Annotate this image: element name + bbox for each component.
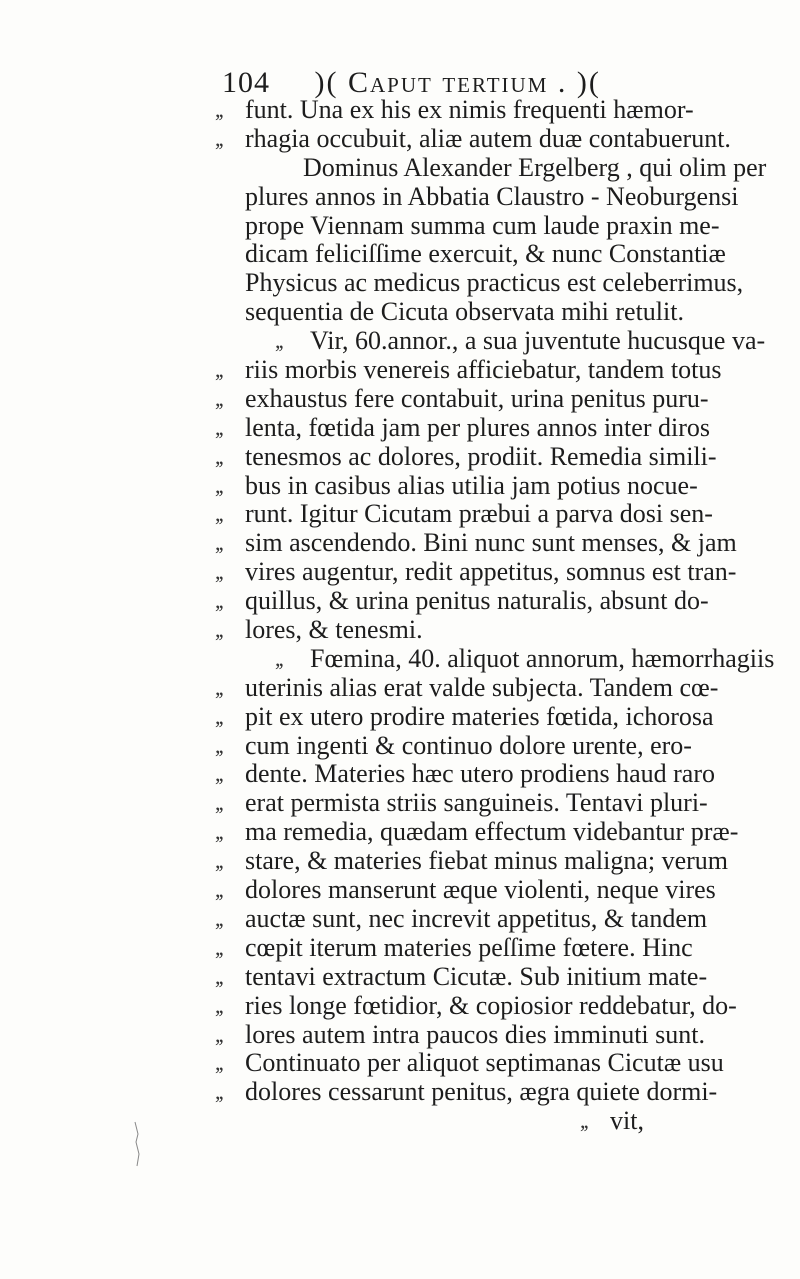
quote-mark: ,, [215,414,222,440]
text-line [215,905,775,934]
text-line [215,876,775,905]
text-line [215,443,775,472]
quote-mark: ,, [215,992,222,1018]
text-line [215,472,775,501]
line-text: lores autem intra paucos dies imminuti sunt. [245,1019,705,1049]
text-line [215,703,775,732]
quote-mark: ,, [580,1108,587,1134]
text-line [215,96,775,125]
quote-mark: ,, [215,877,222,903]
quote-mark: ,, [215,1021,222,1047]
line-text: Vir, 60.annor., a sua juventute hucusque va- [310,326,766,356]
body-text [215,96,775,1136]
quote-mark: ,, [215,703,222,729]
line-text: tentavi extractum Cicutæ. Sub initium mate- [245,961,708,991]
text-line [215,645,775,674]
quote-mark: ,, [215,385,222,411]
line-text: Physicus ac medicus practicus est celeberrimus, [245,268,744,298]
text-line [215,269,775,298]
line-text: ma remedia, quædam effectum videbantur præ- [245,817,739,847]
line-text: ries longe fœtidior, & copiosior reddebatur, do- [245,990,737,1020]
text-line [215,760,775,789]
text-line [215,587,775,616]
line-text: cum ingenti & continuo dolore urente, ero- [245,730,692,760]
text-line [215,818,775,847]
line-text: cœpit iterum materies peſſime fœtere. Hinc [245,932,693,962]
line-text: pit ex utero prodire materies fœtida, ichorosa [245,701,714,731]
line-text: sequentia de Cicuta observata mihi retulit. [245,297,684,327]
line-text: vires augentur, redit appetitus, somnus est tran- [245,557,737,587]
line-text: Fœmina, 40. aliquot annorum, hæmorrhagiis [310,643,775,673]
quote-mark: ,, [215,934,222,960]
quote-mark: ,, [215,501,222,527]
line-text: funt. Una ex his ex nimis frequenti hæmor- [245,95,694,124]
quote-mark: ,, [215,1079,222,1105]
text-line [215,732,775,761]
line-text: lenta, fœtida jam per plures annos inter diros [245,412,710,442]
quote-mark: ,, [215,97,222,122]
line-text: lores, & tenesmi. [245,615,423,645]
line-text: uterinis alias erat valde subjecta. Tandem cœ- [245,672,719,702]
line-text: plures annos in Abbatia Claustro - Neoburgensi [245,181,739,211]
quote-mark: ,, [275,328,282,354]
catchword-line [215,1107,775,1136]
quote-mark: ,, [215,443,222,469]
text-line [215,298,775,327]
line-text: prope Viennam summa cum laude praxin me- [245,210,720,240]
running-title: )( Caput tertium . )( [314,66,601,99]
text-line [215,963,775,992]
quote-mark: ,, [215,848,222,874]
line-text: riis morbis venereis afficiebatur, tandem totus [245,355,722,385]
text-line [215,1078,775,1107]
text-line [215,558,775,587]
text-line [215,674,775,703]
quote-mark: ,, [215,905,222,931]
quote-mark: ,, [215,819,222,845]
quote-mark: ,, [215,1050,222,1076]
text-line [215,616,775,645]
quote-mark: ,, [215,761,222,787]
page-number: 104 [222,66,270,99]
quote-mark: ,, [215,559,222,585]
text-line [215,125,775,154]
line-text: stare, & materies fiebat minus maligna; verum [245,846,729,876]
text-line [215,240,775,269]
line-text: quillus, & urina penitus naturalis, absunt do- [245,586,709,616]
line-text: tenesmos ac dolores, prodiit. Remedia simili- [245,441,717,471]
quote-mark: ,, [215,732,222,758]
line-text: erat permista striis sanguineis. Tentavi pluri- [245,788,708,818]
line-text: dolores manserunt æque violenti, neque vires [245,875,716,905]
quote-mark: ,, [215,588,222,614]
quote-mark: ,, [275,645,282,671]
margin-mark [132,1120,142,1168]
text-line [215,529,775,558]
line-text: auctæ sunt, nec increvit appetitus, & tandem [245,903,708,933]
quote-mark: ,, [215,125,222,151]
text-line [215,992,775,1021]
text-line [215,212,775,241]
quote-mark: ,, [215,472,222,498]
text-line [215,1021,775,1050]
line-text: Continuato per aliquot septimanas Cicutæ usu [245,1048,724,1078]
text-line [215,934,775,963]
quote-mark: ,, [215,357,222,383]
line-text: rhagia occubuit, aliæ autem duæ contabuerunt. [245,123,731,153]
text-line [215,414,775,443]
text-line [215,327,775,356]
quote-mark: ,, [215,963,222,989]
text-line [215,183,775,212]
line-text: dicam feliciſſime exercuit, & nunc Constantiæ [245,239,726,269]
text-line [215,385,775,414]
quote-mark: ,, [215,617,222,643]
line-text: runt. Igitur Cicutam præbui a parva dosi sen- [245,499,713,529]
text-line [215,500,775,529]
text-line [215,356,775,385]
text-line [215,1049,775,1078]
text-line [215,789,775,818]
quote-mark: ,, [215,674,222,700]
line-text: dolores cessarunt penitus, ægra quiete dormi- [245,1077,718,1107]
quote-mark: ,, [215,530,222,556]
line-text: exhaustus fere contabuit, urina penitus puru- [245,383,709,413]
line-text: Dominus Alexander Ergelberg , qui olim per [303,152,767,182]
line-text: dente. Materies hæc utero prodiens haud raro [245,759,716,789]
line-text: bus in casibus alias utilia jam potius nocue- [245,470,698,500]
line-text: sim ascendendo. Bini nunc sunt menses, & jam [245,528,737,558]
quote-mark: ,, [215,790,222,816]
text-line [215,154,775,183]
text-line [215,847,775,876]
catchword: vit, [610,1106,644,1136]
